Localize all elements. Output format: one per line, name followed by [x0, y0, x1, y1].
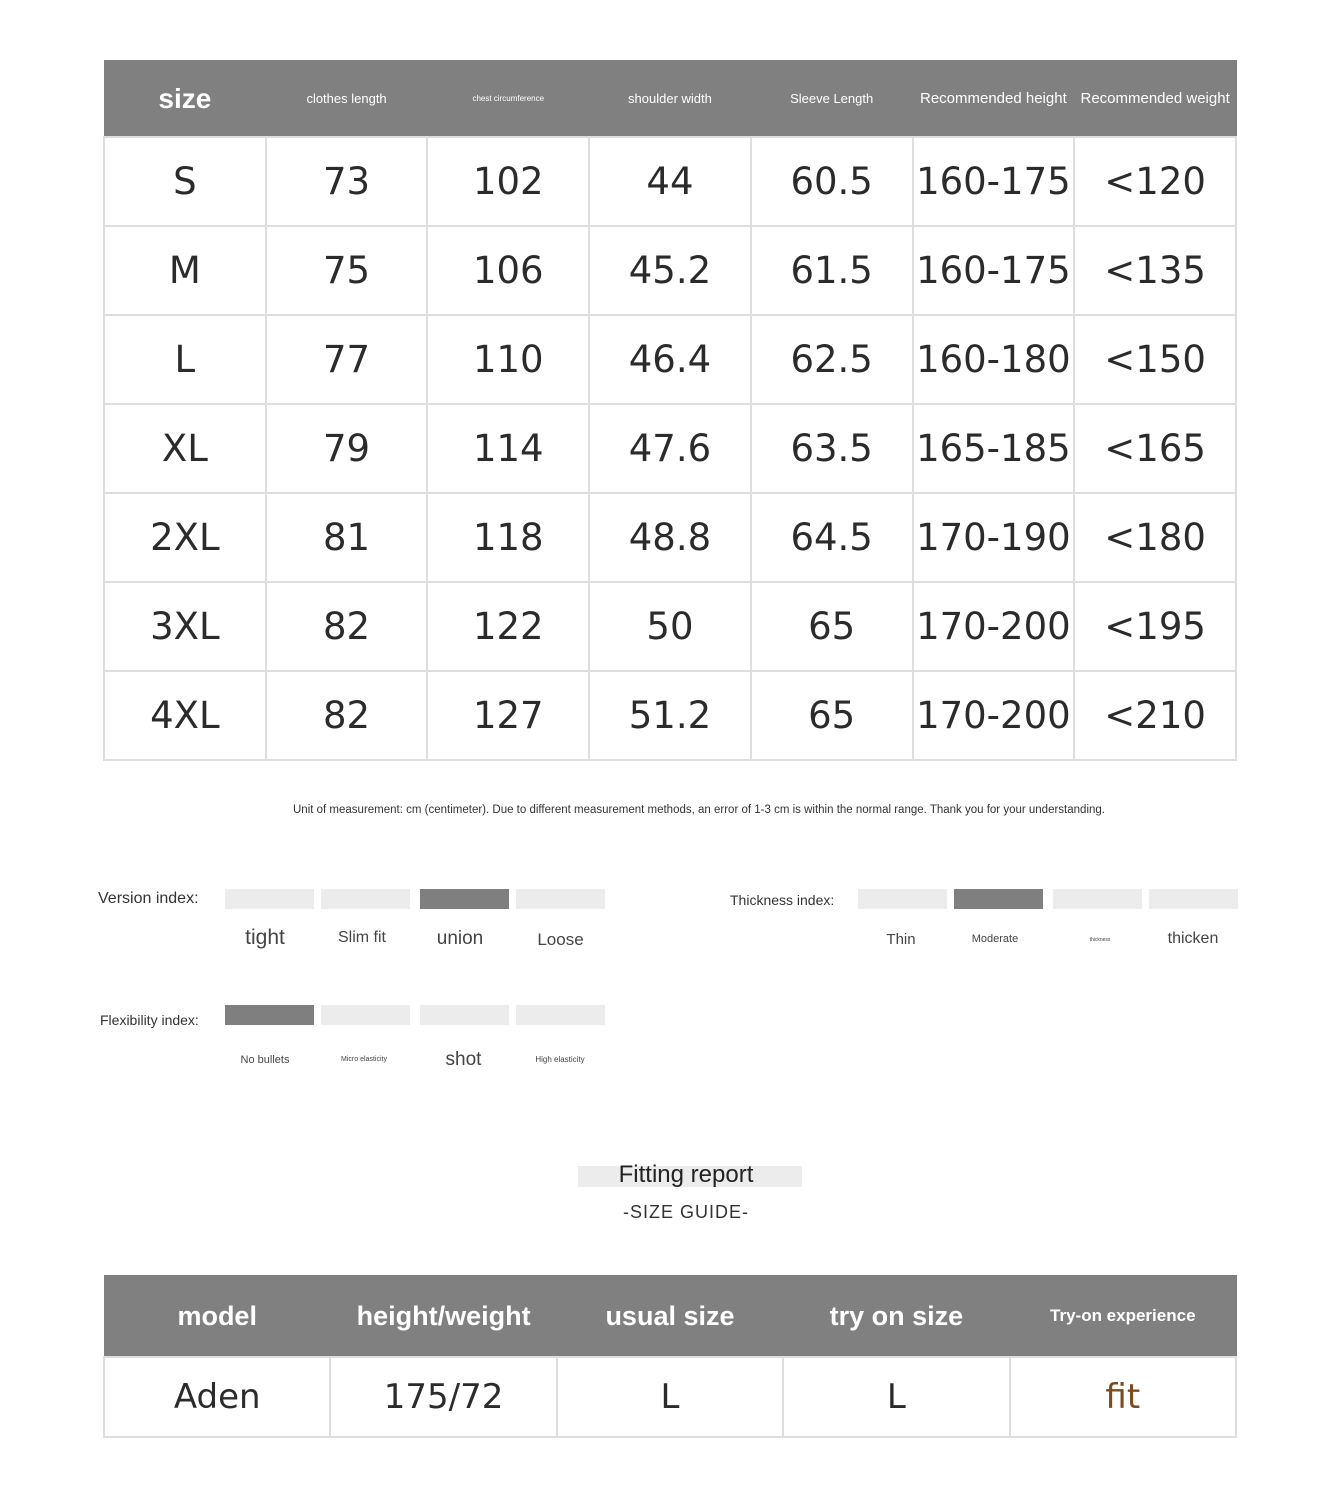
header-recommended-weight: Recommended weight [1074, 61, 1236, 138]
header-shoulder-width: shoulder width [589, 61, 751, 138]
cell-sleeve: 64.5 [751, 493, 913, 582]
cell-shoulder: 44 [589, 137, 751, 226]
cell-clothes-length: 73 [266, 137, 428, 226]
cell-chest: 102 [427, 137, 589, 226]
version-segment-2 [321, 889, 410, 909]
report-title: Fitting report [618, 1161, 754, 1188]
header-clothes-length: clothes length [266, 61, 428, 138]
cell-chest: 122 [427, 582, 589, 671]
cell-height: 160-175 [913, 226, 1075, 315]
cell-weight: <165 [1074, 404, 1236, 493]
flexibility-segment-3 [420, 1005, 509, 1025]
cell-shoulder: 48.8 [589, 493, 751, 582]
cell-clothes-length: 79 [266, 404, 428, 493]
size-chart-table [103, 60, 1237, 761]
fit-header-row [104, 1276, 1236, 1358]
version-index-label: Version index: [98, 890, 199, 907]
cell-height: 160-180 [913, 315, 1075, 404]
cell-sleeve: 60.5 [751, 137, 913, 226]
table-row [104, 493, 1236, 582]
cell-try-on-experience: fit [1010, 1357, 1236, 1437]
cell-chest: 127 [427, 671, 589, 760]
table-row [104, 582, 1236, 671]
cell-chest: 114 [427, 404, 589, 493]
table-row [104, 671, 1236, 760]
cell-sleeve: 65 [751, 582, 913, 671]
cell-height: 165-185 [913, 404, 1075, 493]
cell-height: 170-200 [913, 671, 1075, 760]
thickness-segment-3 [1053, 889, 1142, 909]
flexibility-segment-2 [321, 1005, 410, 1025]
cell-weight: <120 [1074, 137, 1236, 226]
version-segment-1 [225, 889, 314, 909]
table-row [104, 1357, 1236, 1437]
cell-sleeve: 62.5 [751, 315, 913, 404]
cell-size: L [104, 315, 266, 404]
flexibility-segment-4 [516, 1005, 605, 1025]
cell-weight: <135 [1074, 226, 1236, 315]
cell-shoulder: 50 [589, 582, 751, 671]
header-model: model [104, 1276, 330, 1358]
size-chart-header-row [104, 61, 1236, 138]
thickness-segment-2 [954, 889, 1043, 909]
cell-height: 160-175 [913, 137, 1075, 226]
cell-shoulder: 46.4 [589, 315, 751, 404]
cell-weight: <195 [1074, 582, 1236, 671]
version-option-tight: tight [245, 926, 285, 949]
measurement-note: Unit of measurement: cm (centimeter). Due to different measurement methods, an error of 1-3 cm is within the normal range. Thank you for your understanding. [293, 804, 1105, 816]
cell-model: Aden [104, 1357, 330, 1437]
cell-weight: <210 [1074, 671, 1236, 760]
version-segment-4 [516, 889, 605, 909]
report-subtitle: -SIZE GUIDE- [622, 1202, 749, 1222]
thickness-index-label: Thickness index: [730, 892, 835, 908]
version-segment-3 [420, 889, 509, 909]
header-height-weight: height/weight [330, 1276, 556, 1358]
thickness-segment-4 [1149, 889, 1238, 909]
flexibility-index-label: Flexibility index: [100, 1012, 199, 1028]
header-recommended-height: Recommended height [913, 61, 1075, 138]
cell-size: XL [104, 404, 266, 493]
version-option-loose: Loose [537, 930, 584, 949]
version-option-union: union [436, 928, 484, 949]
thickness-segment-1 [858, 889, 947, 909]
header-chest-circumference: chest circumference [427, 61, 589, 138]
cell-height: 170-190 [913, 493, 1075, 582]
cell-try-on-size: L [783, 1357, 1009, 1437]
cell-size: 3XL [104, 582, 266, 671]
table-row [104, 404, 1236, 493]
thickness-option-thicken: thicken [1167, 930, 1219, 947]
cell-clothes-length: 82 [266, 582, 428, 671]
cell-clothes-length: 77 [266, 315, 428, 404]
header-sleeve-length: Sleeve Length [751, 61, 913, 138]
cell-chest: 106 [427, 226, 589, 315]
cell-weight: <150 [1074, 315, 1236, 404]
flexibility-option-shot: shot [445, 1049, 482, 1070]
header-try-on-experience: Try-on experience [1010, 1276, 1236, 1358]
cell-chest: 110 [427, 315, 589, 404]
cell-chest: 118 [427, 493, 589, 582]
cell-clothes-length: 81 [266, 493, 428, 582]
cell-weight: <180 [1074, 493, 1236, 582]
cell-size: M [104, 226, 266, 315]
cell-sleeve: 61.5 [751, 226, 913, 315]
cell-height: 170-200 [913, 582, 1075, 671]
cell-shoulder: 45.2 [589, 226, 751, 315]
cell-shoulder: 47.6 [589, 404, 751, 493]
cell-size: 4XL [104, 671, 266, 760]
cell-sleeve: 63.5 [751, 404, 913, 493]
flexibility-option-no-bullets: No bullets [240, 1054, 290, 1066]
cell-clothes-length: 82 [266, 671, 428, 760]
cell-clothes-length: 75 [266, 226, 428, 315]
header-try-on-size: try on size [783, 1276, 1009, 1358]
header-size: size [104, 61, 266, 138]
cell-height-weight: 175/72 [330, 1357, 556, 1437]
flexibility-option-micro-elasticity: Micro elasticity [341, 1056, 387, 1063]
header-usual-size: usual size [557, 1276, 783, 1358]
fitting-report-table [103, 1275, 1237, 1438]
cell-size: 2XL [104, 493, 266, 582]
thickness-option-thickness: thickness [1089, 937, 1111, 943]
cell-sleeve: 65 [751, 671, 913, 760]
cell-usual-size: L [557, 1357, 783, 1437]
cell-shoulder: 51.2 [589, 671, 751, 760]
thickness-option-moderate: Moderate [971, 933, 1019, 945]
cell-size: S [104, 137, 266, 226]
thickness-option-thin: Thin [886, 931, 916, 948]
flexibility-segment-1 [225, 1005, 314, 1025]
table-row [104, 315, 1236, 404]
table-row [104, 226, 1236, 315]
flexibility-option-high-elasticity: High elasticity [535, 1055, 585, 1064]
table-row [104, 137, 1236, 226]
version-option-slim-fit: Slim fit [338, 929, 386, 946]
